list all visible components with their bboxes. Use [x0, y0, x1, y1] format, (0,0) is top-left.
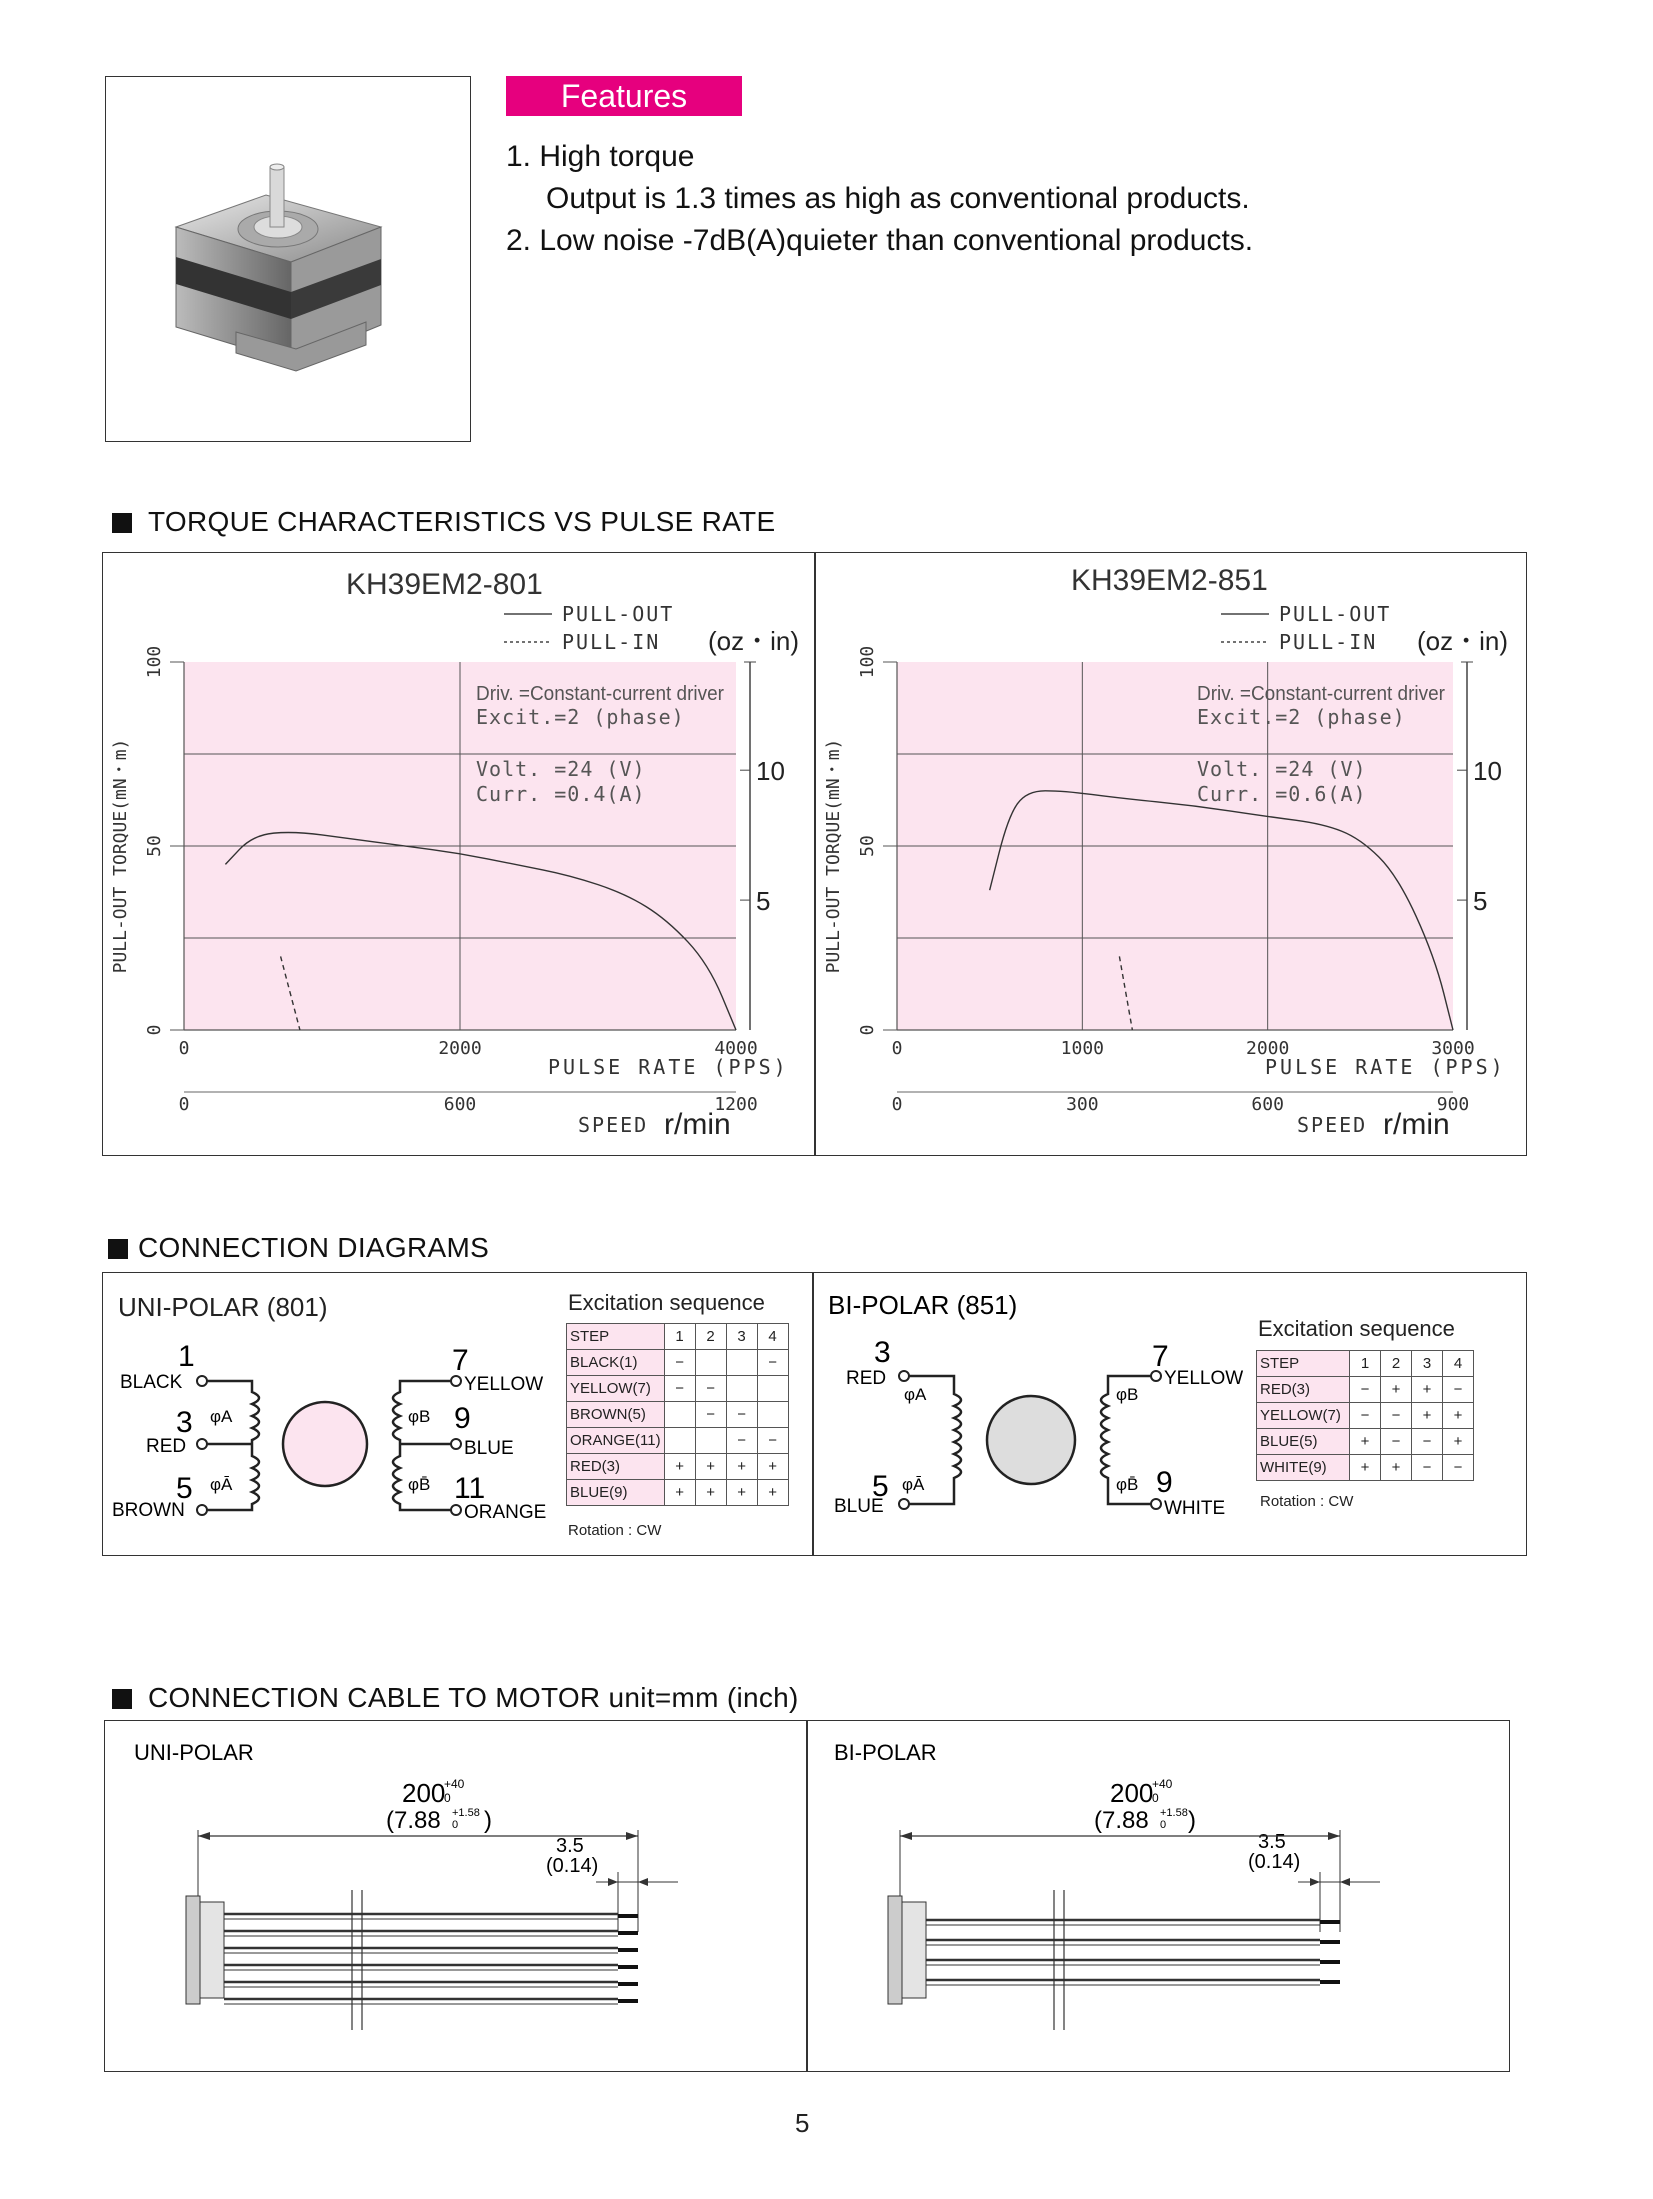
table-cell: −	[1443, 1377, 1474, 1403]
feature-line-3: 2. Low noise -7dB(A)quieter than conventional products.	[506, 224, 1254, 257]
table-row-label: BROWN(5)	[567, 1402, 665, 1428]
bi-phase-bbar-label: φB̄	[1116, 1475, 1139, 1494]
x-tick-label: 1000	[1060, 1038, 1105, 1059]
section-title-text: CONNECTION DIAGRAMS	[138, 1232, 490, 1263]
table-cell: −	[1381, 1403, 1412, 1429]
table-header-cell: 1	[664, 1324, 695, 1350]
bi-wire-num-7: 7	[1152, 1340, 1169, 1373]
oz-tick-label: 5	[1473, 886, 1488, 917]
connector-body	[902, 1902, 926, 1998]
wire-label-orange: ORANGE	[464, 1502, 547, 1523]
terminal-black	[197, 1376, 207, 1386]
table-cell	[726, 1376, 757, 1402]
wire-num-11: 11	[454, 1472, 486, 1505]
y-tick-label: 100	[857, 645, 878, 679]
table-row	[567, 1376, 789, 1402]
section-square-icon	[108, 1239, 128, 1259]
table-cell: −	[1381, 1429, 1412, 1455]
table-cell: +	[695, 1480, 726, 1506]
table-row-label: BLUE(5)	[1257, 1429, 1350, 1455]
table-row-label: YELLOW(7)	[1257, 1403, 1350, 1429]
annotation-voltage: Volt. =24 (V)	[476, 757, 646, 781]
table-cell: +	[726, 1454, 757, 1480]
cable-len-inch-tol-dn: 0	[1160, 1819, 1167, 1831]
wire-num-3: 3	[176, 1406, 193, 1439]
table-row	[1257, 1429, 1474, 1455]
cable-len-tol-dn: 0	[444, 1791, 451, 1805]
oz-tick-label: 5	[756, 886, 771, 917]
wire-label-yellow: YELLOW	[464, 1374, 544, 1395]
connection-divider	[812, 1272, 814, 1556]
x-axis-label: PULSE RATE (PPS)	[1265, 1055, 1506, 1079]
table-row-label: BLUE(9)	[567, 1480, 665, 1506]
table-cell: −	[726, 1402, 757, 1428]
table-row	[567, 1428, 789, 1454]
cable-len-inch-tol-dn: 0	[452, 1819, 459, 1831]
speed-tick-label: 600	[1251, 1094, 1284, 1115]
legend-pullout-label: PULL-OUT	[562, 602, 675, 626]
bipolar-excitation-table	[1256, 1350, 1474, 1481]
legend-pullin-label: PULL-IN	[1279, 630, 1378, 654]
annotation-excitation: Excit.=2 (phase)	[476, 705, 685, 729]
annotation-current: Curr. =0.6(A)	[1197, 782, 1367, 806]
bi-wire-num-5: 5	[872, 1470, 889, 1503]
cable-drawing-bipolar	[808, 1722, 1508, 2070]
y-tick-label: 100	[144, 645, 165, 679]
table-header-cell: 4	[757, 1324, 788, 1350]
chart-title: KH39EM2-801	[346, 568, 543, 601]
annotation-excitation: Excit.=2 (phase)	[1197, 705, 1406, 729]
x-tick-label: 4000	[714, 1038, 758, 1059]
table-cell: −	[1350, 1377, 1381, 1403]
section-title-torque	[112, 506, 775, 538]
bi-wire-label-yellow: YELLOW	[1164, 1368, 1244, 1389]
x-tick-label: 2000	[438, 1038, 482, 1059]
bi-terminal-white	[1151, 1499, 1161, 1509]
x-tick-label: 3000	[1431, 1038, 1475, 1059]
table-row	[567, 1480, 789, 1506]
wire-label-blue: BLUE	[464, 1438, 514, 1459]
bi-wire-label-red: RED	[846, 1368, 887, 1389]
cable-len-inch: (7.88	[386, 1807, 441, 1834]
section-title-connection	[108, 1232, 489, 1264]
table-cell	[664, 1402, 695, 1428]
bi-wire-label-blue: BLUE	[834, 1496, 884, 1517]
torque-chart-right	[817, 554, 1525, 1154]
speed-tick-label: 900	[1436, 1094, 1470, 1115]
table-cell: +	[726, 1480, 757, 1506]
connector-flange	[186, 1896, 200, 2004]
y-tick-label: 50	[857, 835, 878, 857]
table-row-label: BLACK(1)	[567, 1350, 665, 1376]
table-cell: +	[757, 1480, 788, 1506]
bipolar-title: BI-POLAR (851)	[828, 1290, 1018, 1320]
table-row-label: ORANGE(11)	[567, 1428, 665, 1454]
table-cell: −	[726, 1428, 757, 1454]
bi-phase-abar-label: φĀ	[902, 1475, 925, 1494]
cable-dimension-length	[386, 1777, 492, 1834]
legend-pullin-label: PULL-IN	[562, 630, 661, 654]
annotation-driver: Driv. =Constant-current driver	[476, 683, 725, 705]
cable-len-main: 200	[1110, 1778, 1154, 1808]
table-header-cell: 4	[1443, 1351, 1474, 1377]
wire-label-brown: BROWN	[112, 1500, 185, 1521]
cable-dimension-strip-bipolar	[1248, 1831, 1300, 1873]
wire-num-1: 1	[178, 1340, 195, 1373]
annotation-current: Curr. =0.4(A)	[476, 782, 646, 806]
oz-tick-label: 10	[756, 756, 785, 787]
table-cell: −	[1350, 1403, 1381, 1429]
y-tick-label: 0	[857, 1024, 878, 1036]
table-row	[567, 1402, 789, 1428]
cable-len-main: 200	[402, 1778, 446, 1808]
torque-chart-left	[104, 554, 812, 1154]
speed-tick-label: 0	[178, 1094, 190, 1115]
table-row-label: WHITE(9)	[1257, 1455, 1350, 1481]
phase-b-label: φB	[408, 1407, 431, 1426]
cable-len-inch-tol-up: +1.58	[452, 1807, 480, 1819]
cable-len-inch-tol-up: +1.58	[1160, 1807, 1188, 1819]
wire-num-5: 5	[176, 1472, 193, 1505]
table-cell: −	[1443, 1455, 1474, 1481]
table-row	[1257, 1455, 1474, 1481]
features-badge: Features	[506, 76, 742, 116]
unipolar-diagram	[104, 1274, 564, 1554]
bi-wire-num-3: 3	[874, 1336, 891, 1369]
cable-strip-mm: 3.5	[1258, 1831, 1286, 1853]
table-header-cell: 3	[726, 1324, 757, 1350]
connector-body	[200, 1902, 224, 1998]
table-cell	[726, 1350, 757, 1376]
table-cell: +	[664, 1454, 695, 1480]
table-header-cell: STEP	[1257, 1351, 1350, 1377]
terminal-orange	[451, 1505, 461, 1515]
unipolar-title: UNI-POLAR (801)	[118, 1292, 328, 1322]
speed-tick-label: 300	[1066, 1094, 1099, 1115]
terminal-yellow	[451, 1376, 461, 1386]
bipolar-rotation: Rotation : CW	[1260, 1493, 1354, 1510]
bi-terminal-red	[899, 1371, 909, 1381]
y-axis-label: PULL-OUT TORQUE(mN・m)	[110, 738, 131, 974]
table-cell: +	[1443, 1403, 1474, 1429]
unipolar-rotation: Rotation : CW	[568, 1522, 662, 1539]
cable-strip-mm: 3.5	[556, 1835, 584, 1857]
table-cell: −	[695, 1402, 726, 1428]
wire-num-7: 7	[452, 1344, 469, 1377]
section-square-icon	[112, 513, 132, 533]
cable-strip-inch: (0.14)	[546, 1855, 599, 1877]
y-tick-label: 50	[144, 835, 165, 857]
annotation-voltage: Volt. =24 (V)	[1197, 757, 1367, 781]
x-tick-label: 0	[891, 1038, 903, 1059]
cable-len-tol-up: +40	[1152, 1777, 1173, 1791]
table-header-cell: 2	[1381, 1351, 1412, 1377]
bi-phase-a-label: φA	[904, 1385, 927, 1404]
section-title-cable	[112, 1682, 799, 1714]
table-row-label: RED(3)	[1257, 1377, 1350, 1403]
phase-abar-label: φĀ	[210, 1475, 233, 1494]
table-cell: +	[1412, 1403, 1443, 1429]
table-cell: +	[695, 1454, 726, 1480]
section-title-text: CONNECTION CABLE TO MOTOR unit=mm (inch)	[148, 1682, 799, 1713]
table-cell: +	[1412, 1377, 1443, 1403]
table-row	[1257, 1403, 1474, 1429]
motor-photo	[106, 77, 469, 440]
y-tick-label: 0	[144, 1024, 165, 1036]
table-header-cell: 3	[1412, 1351, 1443, 1377]
table-cell: −	[695, 1376, 726, 1402]
oz-tick-label: 10	[1473, 756, 1502, 787]
table-cell	[695, 1350, 726, 1376]
speed-unit: r/min	[664, 1108, 731, 1141]
legend-pullout-label: PULL-OUT	[1279, 602, 1392, 626]
bipolar-exc-title: Excitation sequence	[1258, 1316, 1455, 1341]
y-axis-label: PULL-OUT TORQUE(mN・m)	[823, 738, 844, 974]
annotation-driver: Driv. =Constant-current driver	[1197, 683, 1446, 705]
table-cell: −	[664, 1350, 695, 1376]
speed-label: SPEED	[578, 1113, 649, 1137]
wire-label-red: RED	[146, 1436, 187, 1457]
table-cell: −	[1412, 1429, 1443, 1455]
connector-flange	[888, 1896, 902, 2004]
terminal-red	[197, 1439, 207, 1449]
phase-a-label: φA	[210, 1407, 233, 1426]
table-cell: −	[1412, 1455, 1443, 1481]
speed-unit: r/min	[1383, 1108, 1450, 1141]
cable-len-tol-dn: 0	[1152, 1791, 1159, 1805]
x-axis-label: PULSE RATE (PPS)	[548, 1055, 789, 1079]
section-square-icon	[112, 1689, 132, 1709]
unipolar-excitation-table	[566, 1323, 789, 1506]
table-cell: +	[1350, 1429, 1381, 1455]
cable-label-bipolar: BI-POLAR	[834, 1740, 937, 1765]
table-row-label: RED(3)	[567, 1454, 665, 1480]
table-cell: +	[1350, 1455, 1381, 1481]
table-row	[567, 1350, 789, 1376]
cable-drawing-unipolar	[106, 1722, 804, 2070]
chart-title: KH39EM2-851	[1071, 564, 1268, 597]
cable-len-inch: (7.88	[1094, 1807, 1149, 1834]
cable-len-inch-close: )	[1188, 1807, 1196, 1834]
table-cell: +	[664, 1480, 695, 1506]
table-cell: −	[664, 1376, 695, 1402]
table-header-cell: 1	[1350, 1351, 1381, 1377]
terminal-brown	[197, 1505, 207, 1515]
bipolar-diagram	[816, 1274, 1256, 1554]
feature-line-2: Output is 1.3 times as high as conventional products.	[546, 182, 1250, 215]
table-cell: −	[757, 1428, 788, 1454]
table-cell	[664, 1428, 695, 1454]
table-cell: +	[1381, 1455, 1412, 1481]
table-cell: −	[757, 1350, 788, 1376]
page-number: 5	[795, 2108, 810, 2138]
speed-tick-label: 600	[443, 1094, 477, 1115]
table-cell: +	[1381, 1377, 1412, 1403]
x-tick-label: 2000	[1245, 1038, 1290, 1059]
cable-dimension-length-bipolar	[1094, 1777, 1196, 1834]
table-header-cell: STEP	[567, 1324, 665, 1350]
table-cell	[757, 1376, 788, 1402]
table-row-label: YELLOW(7)	[567, 1376, 665, 1402]
unipolar-exc-title: Excitation sequence	[568, 1290, 765, 1315]
table-row	[1257, 1377, 1474, 1403]
torque-charts-divider	[814, 552, 816, 1156]
x-tick-label: 0	[178, 1038, 190, 1059]
table-cell: +	[757, 1454, 788, 1480]
cable-dimension-strip	[546, 1835, 598, 1877]
table-cell: +	[1443, 1429, 1474, 1455]
rotor-unipolar	[283, 1402, 367, 1486]
table-header-cell: 2	[695, 1324, 726, 1350]
oz-unit-label: (oz・in)	[708, 626, 800, 656]
cable-label-unipolar: UNI-POLAR	[134, 1740, 254, 1765]
table-cell	[757, 1402, 788, 1428]
bi-terminal-blue	[899, 1499, 909, 1509]
wire-label-black: BLACK	[120, 1372, 183, 1393]
speed-tick-label: 0	[891, 1094, 903, 1115]
table-cell	[695, 1428, 726, 1454]
bi-wire-label-white: WHITE	[1164, 1498, 1226, 1519]
oz-unit-label: (oz・in)	[1417, 626, 1509, 656]
cable-len-tol-up: +40	[444, 1777, 465, 1791]
table-row	[567, 1454, 789, 1480]
cable-len-inch-close: )	[484, 1807, 492, 1834]
motor-photo-frame	[105, 76, 471, 442]
bi-wire-num-9: 9	[1156, 1466, 1173, 1499]
cable-strip-inch: (0.14)	[1248, 1851, 1301, 1873]
wire-num-9: 9	[454, 1402, 471, 1435]
section-title-text: TORQUE CHARACTERISTICS VS PULSE RATE	[148, 506, 776, 537]
terminal-blue	[451, 1439, 461, 1449]
rotor-bipolar	[987, 1396, 1075, 1484]
feature-line-1: 1. High torque	[506, 140, 695, 173]
speed-label: SPEED	[1297, 1113, 1368, 1137]
speed-tick-label: 1200	[714, 1094, 758, 1115]
phase-bbar-label: φB̄	[408, 1475, 431, 1494]
bi-phase-b-label: φB	[1116, 1385, 1139, 1404]
